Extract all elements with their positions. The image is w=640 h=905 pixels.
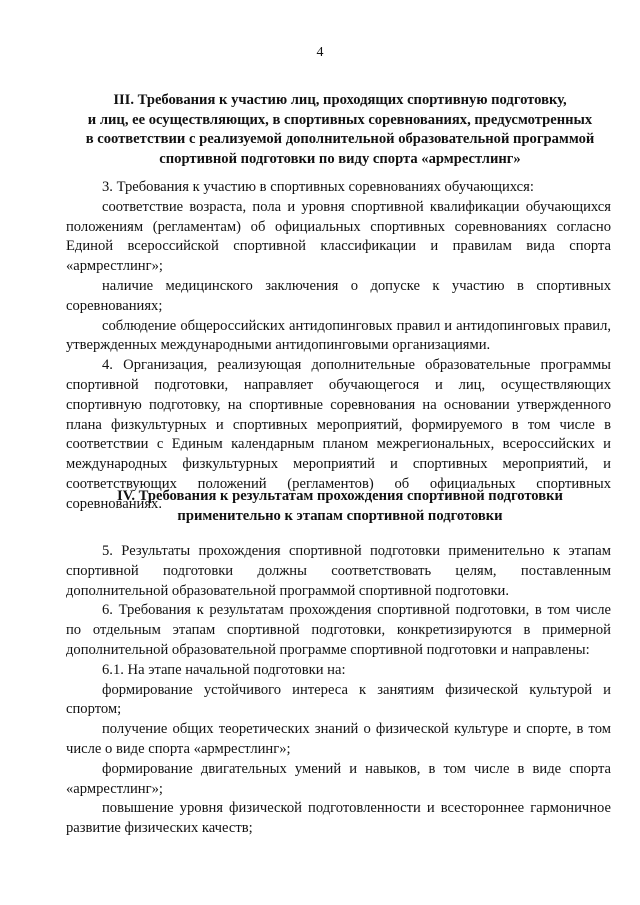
goal-interest-formation: формирование устойчивого интереса к занятиям физической культурой и спортом; [66,681,611,718]
clause-6-1-paragraph: 6.1. На этапе начальной подготовки на: [102,661,346,678]
clause-3-paragraph: 3. Требования к участию в спортивных соревнованиях обучающихся: [102,179,534,195]
clause-5-paragraph: 5. Результаты прохождения спортивной подготовки применительно к этапам спортивной подготовки должны соответствовать целям, поставленным дополнительной образовательной программой спортивной подготовки. [66,543,611,599]
requirement-age-sex-qualification: соответствие возраста, пола и уровня спортивной квалификации обучающихся положениям (регламентам) об официальных спортивных соревнованиях согласно Единой всероссийской спортивной классификации и правилам вида спорта «армрестлинг»; [66,198,611,275]
section-4-heading-line: применительно к этапам спортивной подготовки [177,507,503,524]
section-3-heading [60,91,620,169]
section-3-heading-line: III. Требования к участию лиц, проходящих спортивную подготовку, [113,92,567,108]
requirement-medical-certificate: наличие медицинского заключения о допуске к участию в спортивных соревнованиях; [66,277,611,314]
goal-motor-skills: формирование двигательных умений и навыков, в том числе в виде спорта «армрестлинг»; [66,760,611,797]
section-4-heading-line: IV. Требования к результатам прохождения спортивной подготовки [117,488,563,504]
goal-theoretical-knowledge: получение общих теоретических знаний о физической культуре и спорте, в том числе о виде спорта «армрестлинг»; [66,721,611,757]
goal-physical-fitness: повышение уровня физической подготовленности и всестороннее гармоничное развитие физических качеств; [66,800,611,837]
section-3-heading-line: спортивной подготовки по виду спорта «армрестлинг» [159,150,521,167]
clause-6-paragraph: 6. Требования к результатам прохождения спортивной подготовки, в том числе по отдельным этапам спортивной подготовки, конкретизируются в примерной дополнительной образовательной программе спортивной подготовки и направлены: [66,602,611,658]
section-3-heading-line: и лиц, ее осуществляющих, в спортивных соревнованиях, предусмотренных [87,111,593,128]
requirement-antidoping-rules: соблюдение общероссийских антидопинговых правил и антидопинговых правил, утвержденных международными антидопинговыми организациями. [66,317,611,354]
section-3-body [66,178,611,515]
section-3-heading-line: в соответствии с реализуемой дополнительной образовательной программой [85,131,595,147]
page-number: 4 [316,45,324,60]
section-4-body [66,542,611,839]
clause-4-paragraph: 4. Организация, реализующая дополнительные образовательные программы спортивной подготовки, направляет обучающегося и лиц, осуществляющих спортивную подготовку, на спортивные соревнования на основании утвержденного плана физкультурных и спортивных мероприятий, формируемого в том числе в соответствии с Единым календарным планом межрегиональных, всероссийских и международных физкультурных мероприятий и спортивных мероприятий, и соответствующих положений (регламентов) об официальных спортивных соревнованиях. [66,357,611,512]
section-4-heading [60,487,620,526]
